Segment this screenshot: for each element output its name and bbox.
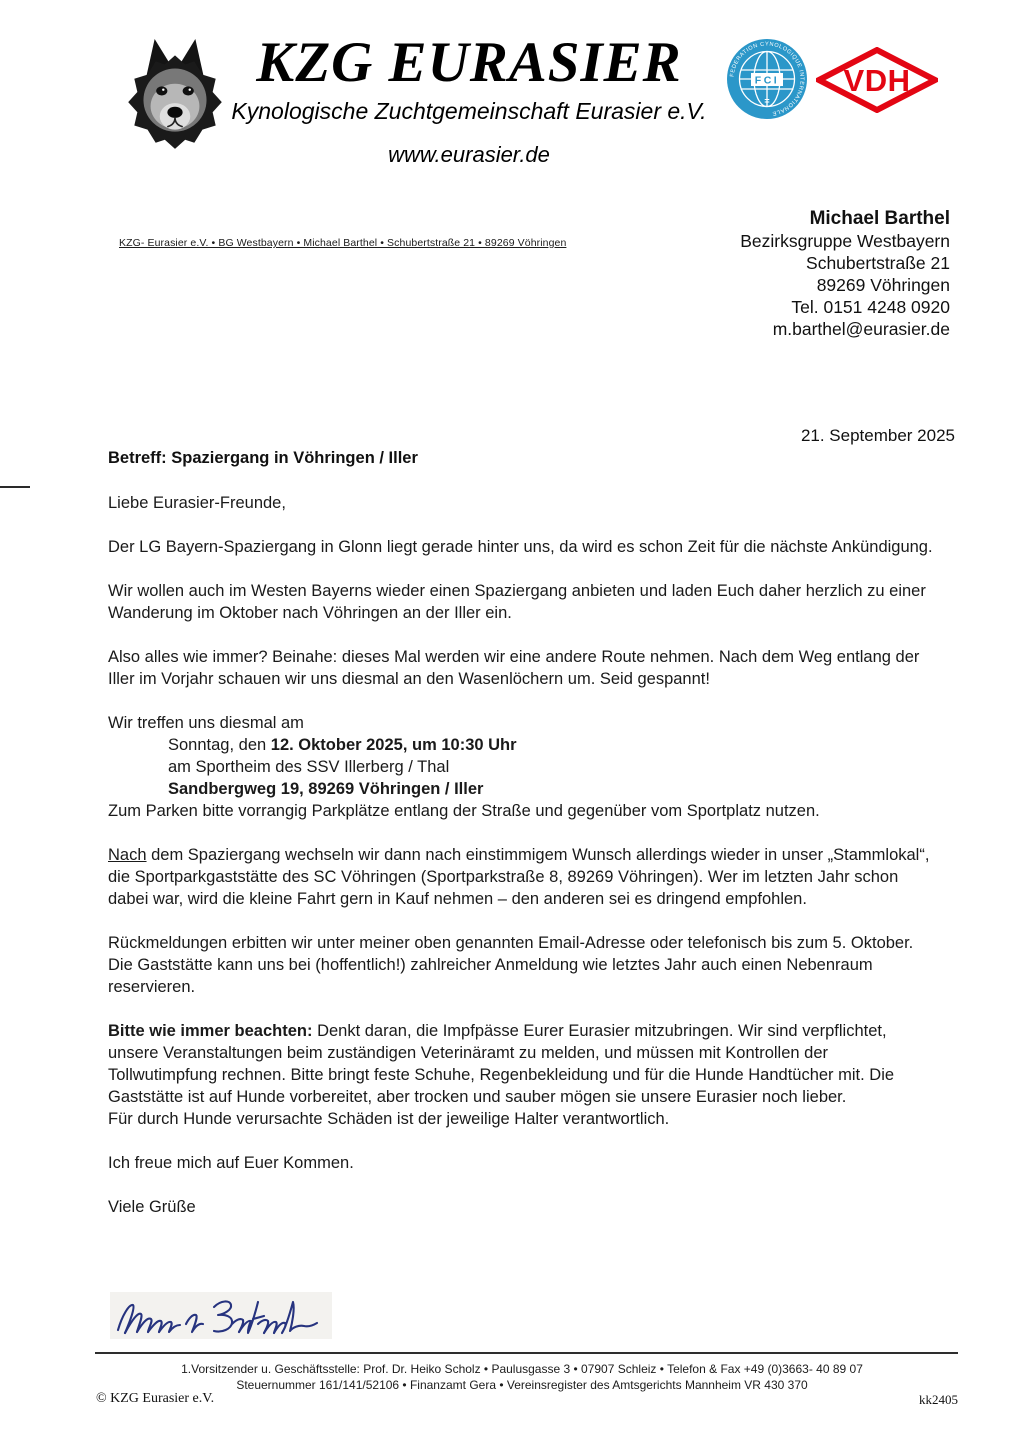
footer-line-2: Steuernummer 161/141/52106 • Finanzamt Gera • Vereinsregister des Amtsgerichts Mannheim VR 430 370 [236,1378,808,1392]
svg-text:=: = [764,96,770,106]
recipient-email[interactable]: m.barthel@eurasier.de [772,319,950,339]
liability-note: Für durch Hunde verursachte Schäden ist der jeweilige Halter verantwortlich. [108,1110,670,1128]
fold-mark [0,486,30,488]
meeting-details [108,712,936,822]
eurasier-dog-logo-icon [116,32,234,163]
meeting-address: Sandbergweg 19, 89269 Vöhringen / Iller [168,780,484,798]
org-title: KZG EURASIER [256,31,682,94]
subject-line: Betreff: Spaziergang in Vöhringen / Iller [108,449,418,467]
fci-ring-text: FEDERATION CYNOLOGIQUE INTERNATIONALE [729,41,805,117]
recipient-line: 89269 Vöhringen [816,275,950,295]
paragraph: Nach dem Spaziergang wechseln wir dann nach einstimmigem Wunsch allerdings wieder in unser „Stammlokal“, die Sportparkgaststätte des SC Vöhringen (Sportparkstraße 8, 89269 Vöhringen). Wer im letzten Jahr schon dabei war, wird die kleine Fahrt gern in Kauf nehmen – den anderen sei es dringend empfohlen. [108,846,930,908]
copyright-notice: © KZG Eurasier e.V. [96,1391,215,1406]
fci-logo-icon [726,38,808,125]
parking-note: Zum Parken bitte vorrangig Parkplätze entlang der Straße und gegenüber vom Sportplatz nutzen. [108,802,820,820]
footer-line-1: 1.Vorsitzender u. Geschäftsstelle: Prof. Dr. Heiko Scholz • Paulusgasse 3 • 07907 Schleiz • Telefon & Fax +49 (0)3663- 40 89 07 [181,1362,863,1376]
vdh-logo-icon [816,47,938,118]
paragraph: Wir wollen auch im Westen Bayerns wieder einen Spaziergang anbieten und laden Euch daher herzlich zu einer Wanderung im Oktober nach Vöhringen an der Iller ein. [108,582,926,622]
paragraph: Also alles wie immer? Beinahe: dieses Mal werden wir eine andere Route nehmen. Nach dem Weg entlang der Iller im Vorjahr schauen wir uns diesmal an den Wasenlöchern um. Seid gespannt! [108,648,920,688]
letter-date: 21. September 2025 [800,426,955,445]
org-website-link[interactable]: www.eurasier.de [388,142,550,167]
meeting-date-line: Sonntag, den 12. Oktober 2025, um 10:30 Uhr [168,736,517,754]
paragraph: Bitte wie immer beachten: Denkt daran, die Impfpässe Eurer Eurasier mitzubringen. Wir sind verpflichtet, unsere Veranstaltungen beim zuständigen Veterinäramt zu melden, und müssen mit Kontrollen der Tollwutimpfung rechnen. Bitte bringt feste Schuhe, Regenbekleidung und für die Hunde Handtücher mit. Die Gaststätte ist auf Hunde vorbereitet, aber trocken und sauber mögen sie unsere Eurasier noch lieber. Für durch Hunde verursachte Schäden ist der jeweilige Halter verantwortlich. [108,1022,895,1128]
paragraph: Der LG Bayern-Spaziergang in Glonn liegt gerade hinter uns, da wird es schon Zeit für die nächste Ankündigung. [108,538,933,556]
letter-body [108,492,936,1218]
recipient-address-block [740,208,950,340]
fci-label: FCI [754,74,780,87]
footer-info [87,1361,957,1393]
footer-divider [95,1352,958,1354]
meeting-intro: Wir treffen uns diesmal am [108,714,304,732]
signature [110,1292,332,1339]
org-subtitle: Kynologische Zuchtgemeinschaft Eurasier e.V. [231,98,707,124]
paragraph: Rückmeldungen erbitten wir unter meiner oben genannten Email-Adresse oder telefonisch bis zum 5. Oktober. Die Gaststätte kann uns bei (hoffentlich!) zahlreicher Anmeldung wie letztes Jahr auch einen Nebenraum reservieren. [108,934,914,996]
notice-lead: Bitte wie immer beachten: [108,1022,313,1040]
sender-return-address: KZG- Eurasier e.V. • BG Westbayern • Michael Barthel • Schubertstraße 21 • 89269 Vöhringen [119,237,567,249]
letterhead [228,31,710,168]
document-code: kk2405 [919,1392,958,1407]
salutation: Liebe Eurasier-Freunde, [108,494,286,512]
recipient-name: Michael Barthel [809,208,950,229]
recipient-phone: Tel. 0151 4248 0920 [791,297,950,317]
greeting-line: Viele Grüße [108,1198,196,1216]
recipient-line: Bezirksgruppe Westbayern [740,231,950,251]
meeting-datetime: 12. Oktober 2025, um 10:30 Uhr [270,736,517,754]
closing-line: Ich freue mich auf Euer Kommen. [108,1154,354,1172]
recipient-line: Schubertstraße 21 [806,253,950,273]
vdh-label: VDH [843,63,911,98]
underlined-word: Nach [108,846,147,864]
meeting-location: am Sportheim des SSV Illerberg / Thal [168,758,450,776]
